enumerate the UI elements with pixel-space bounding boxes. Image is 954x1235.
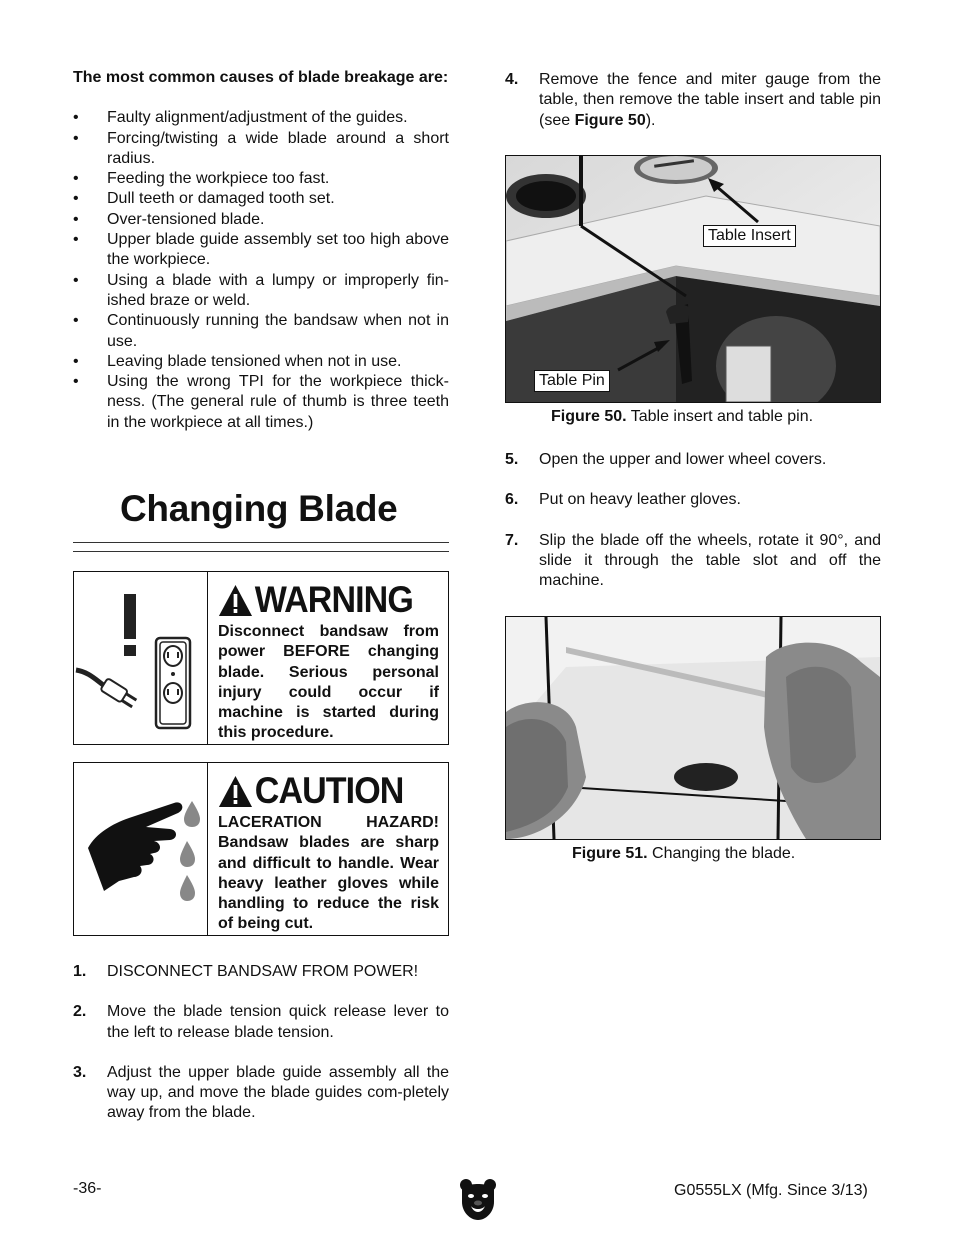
section-title: Changing Blade: [120, 488, 398, 529]
right-steps: [505, 450, 881, 591]
caption-text: Changing the blade.: [647, 845, 796, 862]
step-text: Put on heavy leather gloves.: [539, 491, 741, 509]
table-insert-label: Table Insert: [703, 225, 796, 247]
breakage-causes-list: [73, 108, 449, 433]
figure-50-photo: [505, 155, 881, 403]
list-item: • Upper blade guide assembly set too high above the workpiece.: [73, 230, 449, 271]
list-item: • Using a blade with a lumpy or improperly fin-ished braze or weld.: [73, 271, 449, 312]
step-2: [73, 1002, 449, 1043]
warning-banner-label: WARNING: [254, 579, 413, 620]
step-4: [505, 70, 881, 131]
caution-icon-cell: [74, 763, 208, 935]
hazard-triangle-icon: [218, 583, 253, 617]
step-text: Open the upper and lower wheel covers.: [539, 451, 827, 468]
figure-50-caption: [551, 408, 813, 426]
warning-text: Disconnect bandsaw from power BEFORE changing blade. Serious personal injury could occur if machine is started during this procedure.: [218, 623, 439, 742]
list-item: • Feeding the workpiece too fast.: [73, 169, 449, 189]
warning-text-cell: [208, 572, 448, 744]
model-number: G0555LX (Mfg. Since 3/13): [674, 1182, 868, 1199]
table-pin-label: Table Pin: [534, 370, 610, 392]
list-item: • Dull teeth or damaged tooth set.: [73, 189, 449, 209]
cut-hand-icon: [74, 763, 207, 935]
bear-logo-icon: [458, 1176, 498, 1222]
figure-51-caption: [572, 845, 795, 863]
step-text: Remove the fence and miter gauge from the table, then remove the table insert and table pin (see: [539, 71, 881, 129]
left-column: [73, 68, 449, 433]
step-text: DISCONNECT BANDSAW FROM POWER!: [107, 963, 419, 980]
step-number: 6.: [505, 491, 519, 509]
list-item: • Faulty alignment/adjustment of the guides.: [73, 108, 449, 128]
warning-icon-cell: [74, 572, 208, 744]
warning-box: [73, 571, 449, 745]
step-7: [505, 531, 881, 592]
step-6: [505, 490, 881, 510]
section-rule-bottom: [73, 551, 449, 552]
caution-box: [73, 762, 449, 936]
step-number: 4.: [505, 71, 519, 88]
step-text: Move the blade tension quick release lever to the left to release blade tension.: [107, 1003, 449, 1041]
breakage-intro: The most common causes of blade breakage are:: [73, 69, 449, 86]
figure-51-photo: [505, 616, 881, 840]
table-photo-illustration: [506, 156, 880, 402]
step-text-end: ).: [645, 111, 656, 129]
figure-ref: Figure 50: [574, 111, 646, 129]
caption-label: Figure 50.: [551, 408, 627, 425]
unplug-power-icon: [74, 572, 207, 744]
step-3: [73, 1063, 449, 1124]
warning-banner: [218, 578, 421, 622]
right-step-4: [505, 70, 881, 131]
hazard-triangle-icon: [218, 774, 253, 808]
caution-banner: [218, 769, 421, 813]
left-steps: [73, 962, 449, 1124]
page-number: -36-: [73, 1180, 102, 1197]
caution-text: LACERATION HAZARD! Bandsaw blades are sharp and difficult to handle. Wear heavy leather gloves while handling to reduce the risk of being cut.: [218, 814, 439, 933]
step-number: 2.: [73, 1003, 87, 1021]
caption-text: Table insert and table pin.: [626, 408, 814, 425]
section-rule-top: [73, 542, 449, 543]
blade-change-illustration: [506, 617, 880, 839]
step-number: 1.: [73, 963, 87, 980]
caption-label: Figure 51.: [572, 845, 648, 862]
caution-text-cell: [208, 763, 448, 935]
list-item: • Forcing/twisting a wide blade around a short radius.: [73, 129, 449, 170]
step-text: Slip the blade off the wheels, rotate it 90°, and slide it through the table slot and off the machine.: [539, 531, 881, 590]
list-item: • Using the wrong TPI for the workpiece thick-ness. (The general rule of thumb is three teeth in the workpiece at all times.): [73, 372, 449, 433]
step-number: 7.: [505, 531, 519, 549]
step-number: 5.: [505, 451, 519, 468]
list-item: • Continuously running the bandsaw when not in use.: [73, 311, 449, 352]
step-1: [73, 962, 449, 982]
step-5: [505, 450, 881, 470]
list-item: • Leaving blade tensioned when not in use.: [73, 352, 449, 372]
list-item: • Over-tensioned blade.: [73, 210, 449, 230]
caution-banner-label: CAUTION: [254, 770, 404, 811]
step-text: Adjust the upper blade guide assembly all the way up, and move the blade guides com-pletely away from the blade.: [107, 1063, 449, 1122]
step-number: 3.: [73, 1063, 87, 1081]
